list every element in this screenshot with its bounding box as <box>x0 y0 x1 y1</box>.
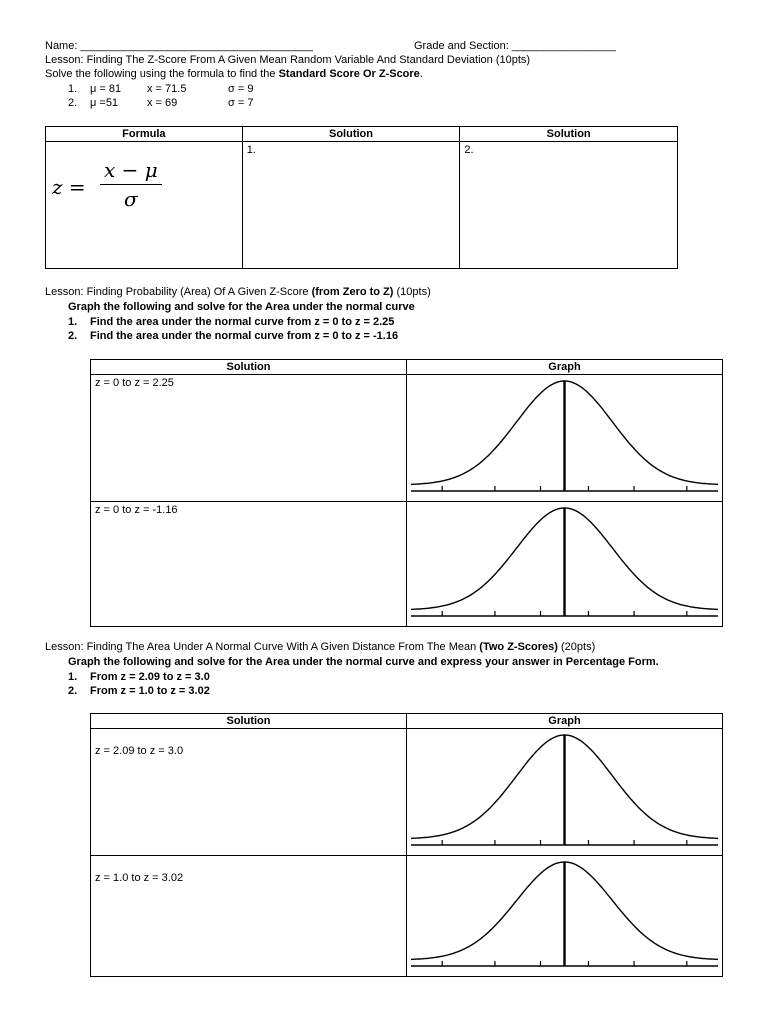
lesson-3-item: 2. From z = 1.0 to z = 3.02 <box>68 685 210 697</box>
table-header: Solution <box>242 127 460 142</box>
table-header: Solution <box>460 127 678 142</box>
lesson-2-item: 2. Find the area under the normal curve from z = 0 to z = -1.16 <box>68 330 399 342</box>
lesson-3-item: 1. From z = 2.09 to z = 3.0 <box>68 671 210 683</box>
lesson-1-instruction: Solve the following using the formula to find the Standard Score Or Z-Score. <box>45 68 423 80</box>
table-header: Formula <box>46 127 243 142</box>
solution-cell[interactable]: 1. <box>242 142 460 269</box>
lesson-1-item: 1. μ = 81 x = 71.5 σ = 9 <box>68 83 254 95</box>
lesson-2-instruction: Graph the following and solve for the Area under the normal curve <box>68 301 415 313</box>
lesson-1-title: Lesson: Finding The Z-Score From A Given Mean Random Variable And Standard Deviation (10pts) <box>45 54 531 66</box>
lesson-2-item: 1. Find the area under the normal curve from z = 0 to z = 2.25 <box>68 316 395 328</box>
grade-section-field-label: Grade and Section: _________________ <box>414 40 616 52</box>
solution-cell[interactable]: z = 2.09 to z = 3.0 <box>91 729 407 856</box>
lesson-3-title: Lesson: Finding The Area Under A Normal Curve With A Given Distance From The Mean (Two Z-Scores) (20pts) <box>45 641 596 653</box>
lesson-1-item: 2. μ =51 x = 69 σ = 7 <box>68 97 254 109</box>
area-table <box>90 359 723 627</box>
normal-curve-graph <box>407 502 722 626</box>
solution-cell[interactable]: z = 1.0 to z = 3.02 <box>91 856 407 977</box>
zscore-formula: z = $\frac{x - \mu}{\sigma}$ <box>46 142 242 268</box>
zscore-table <box>45 126 678 269</box>
table-header: Graph <box>407 360 723 375</box>
graph-cell <box>407 502 723 627</box>
solution-cell[interactable]: 2. <box>460 142 678 269</box>
lesson-2-title: Lesson: Finding Probability (Area) Of A Given Z-Score (from Zero to Z) (10pts) <box>45 286 431 298</box>
normal-curve-graph <box>407 375 722 501</box>
solution-cell[interactable]: z = 0 to z = -1.16 <box>91 502 407 627</box>
formula-cell <box>46 142 243 269</box>
table-header: Solution <box>91 360 407 375</box>
normal-curve-graph <box>407 729 722 855</box>
graph-cell <box>407 375 723 502</box>
graph-cell <box>407 856 723 977</box>
normal-curve-graph <box>407 856 722 976</box>
table-header: Solution <box>91 714 407 729</box>
solution-cell[interactable]: z = 0 to z = 2.25 <box>91 375 407 502</box>
graph-cell <box>407 729 723 856</box>
table-header: Graph <box>407 714 723 729</box>
two-zscore-table <box>90 713 723 977</box>
lesson-3-instruction: Graph the following and solve for the Area under the normal curve and express your answer in Percentage Form. <box>68 656 659 668</box>
name-field-label: Name: ______________________________________ <box>45 40 313 52</box>
